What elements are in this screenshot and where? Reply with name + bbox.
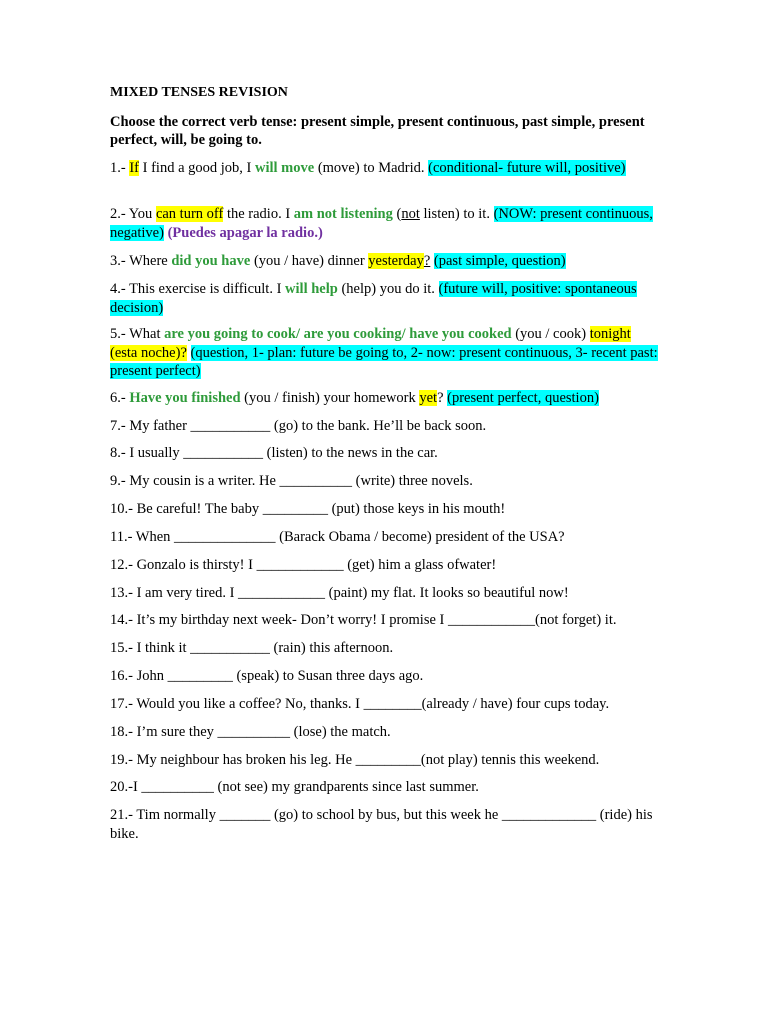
exercise-text-segment: ? <box>437 390 448 406</box>
exercise-text-segment: (you / finish) your homework <box>240 390 420 406</box>
exercise-text-segment: 13.- I am very tired. I ____________ (paint) my flat. It looks so beautiful now! <box>110 585 569 601</box>
exercise-text-segment: 12.- Gonzalo is thirsty! I ____________ (get) him a glass ofwater! <box>110 557 497 573</box>
exercise-text-segment: ( <box>392 206 402 222</box>
exercise-text-segment: 17.- Would you like a coffee? No, thanks. I ________(already / have) four cups today. <box>110 696 610 712</box>
exercise-text-segment: 16.- John _________ (speak) to Susan three days ago. <box>110 668 424 684</box>
exercise-text-segment: (NOW: present continuous, negative) <box>110 206 653 241</box>
worksheet-title: MIXED TENSES REVISION <box>110 85 288 100</box>
exercise-text-segment <box>187 345 191 361</box>
instructions: Choose the correct verb tense: present simple, present continuous, past simple, present perfect, will, be going to. <box>110 114 645 148</box>
exercise-item-9 <box>110 472 660 491</box>
exercise-text-segment: 3.- Where <box>110 253 172 269</box>
exercise-text-segment: did you have <box>171 253 251 269</box>
exercise-item-17 <box>110 695 660 714</box>
exercise-text-segment: listen) to it. <box>419 206 494 222</box>
exercise-text-segment: (help) you do it. <box>337 281 439 297</box>
exercise-item-19 <box>110 751 660 770</box>
exercise-text-segment: 18.- I’m sure they __________ (lose) the match. <box>110 724 391 740</box>
exercise-item-10 <box>110 500 660 519</box>
exercise-text-segment: 14.- It’s my birthday next week- Don’t worry! I promise I ____________(not forget) it. <box>110 612 617 628</box>
exercise-item-7 <box>110 417 660 436</box>
exercise-text-segment: tonight (esta noche)? <box>110 326 631 361</box>
exercise-item-2 <box>110 205 660 242</box>
exercise-item-11 <box>110 528 660 547</box>
exercise-item-12 <box>110 556 660 575</box>
exercise-item-5 <box>110 325 660 381</box>
exercise-item-16 <box>110 667 660 686</box>
exercise-text-segment: (you / have) dinner <box>250 253 369 269</box>
exercise-text-segment: (conditional- future will, positive) <box>428 160 626 176</box>
exercise-text-segment: 15.- I think it ___________ (rain) this afternoon. <box>110 640 394 656</box>
exercise-text-segment: (move) to Madrid. <box>314 160 429 176</box>
exercise-item-8 <box>110 444 660 463</box>
exercise-text-segment: are you going to cook/ are you cooking/ have you cooked <box>164 326 512 342</box>
exercise-item-21 <box>110 806 660 843</box>
exercise-text-segment: ? <box>423 253 431 269</box>
exercise-text-segment: can turn off <box>155 206 224 222</box>
exercise-text-segment: 6.- <box>110 390 130 406</box>
exercise-text-segment: (future will, positive: spontaneous decision) <box>110 281 637 316</box>
exercise-text-segment: 9.- My cousin is a writer. He __________ (write) three novels. <box>110 473 473 489</box>
exercise-text-segment: 11.- When ______________ (Barack Obama / become) president of the USA? <box>110 529 565 545</box>
exercise-text-segment: 1.- <box>110 160 130 176</box>
exercise-text-segment: 20.-I __________ (not see) my grandparents since last summer. <box>110 779 479 795</box>
exercise-item-3 <box>110 252 660 271</box>
exercise-text-segment: 7.- My father ___________ (go) to the bank. He’ll be back soon. <box>110 418 487 434</box>
exercise-item-20 <box>110 778 660 797</box>
exercise-item-18 <box>110 723 660 742</box>
exercise-text-segment: 21.- Tim normally _______ (go) to school by bus, but this week he _____________ (ride) his bike. <box>110 807 653 842</box>
exercise-text-segment: 5.- What <box>110 326 165 342</box>
exercise-text-segment: I find a good job, I <box>139 160 255 176</box>
exercise-item-1 <box>110 159 660 178</box>
exercise-item-15 <box>110 639 660 658</box>
exercise-text-segment: 19.- My neighbour has broken his leg. He _________(not play) tennis this weekend. <box>110 752 600 768</box>
exercise-text-segment: will move <box>255 160 315 176</box>
exercise-text-segment: (past simple, question) <box>433 253 566 269</box>
exercise-text-segment: the radio. I <box>223 206 294 222</box>
exercise-text-segment: 4.- This exercise is difficult. I <box>110 281 286 297</box>
exercise-text-segment: yesterday <box>368 253 424 269</box>
exercise-text-segment: Have you finished <box>129 390 241 406</box>
exercise-text-segment: will help <box>285 281 338 297</box>
exercise-item-13 <box>110 584 660 603</box>
exercise-text-segment: not <box>401 206 420 222</box>
exercise-text-segment: yet <box>419 390 438 406</box>
exercise-item-4 <box>110 280 660 317</box>
exercise-text-segment: (question, 1- plan: future be going to, 2- now: present continuous, 3- recent past: present perfect) <box>110 344 658 379</box>
exercise-text-segment: 8.- I usually ___________ (listen) to the news in the car. <box>110 445 438 461</box>
exercise-text-segment: am not listening <box>293 206 393 222</box>
exercise-text-segment: If <box>129 160 140 176</box>
exercise-text-segment: (present perfect, question) <box>447 390 599 406</box>
exercise-item-6 <box>110 389 660 408</box>
exercise-text-segment: (Puedes apagar la radio.) <box>167 224 323 241</box>
exercise-text-segment: 10.- Be careful! The baby _________ (put) those keys in his mouth! <box>110 501 506 517</box>
exercise-text-segment: 2.- You <box>110 206 156 222</box>
exercise-item-14 <box>110 611 660 630</box>
exercise-text-segment: (you / cook) <box>511 326 590 342</box>
